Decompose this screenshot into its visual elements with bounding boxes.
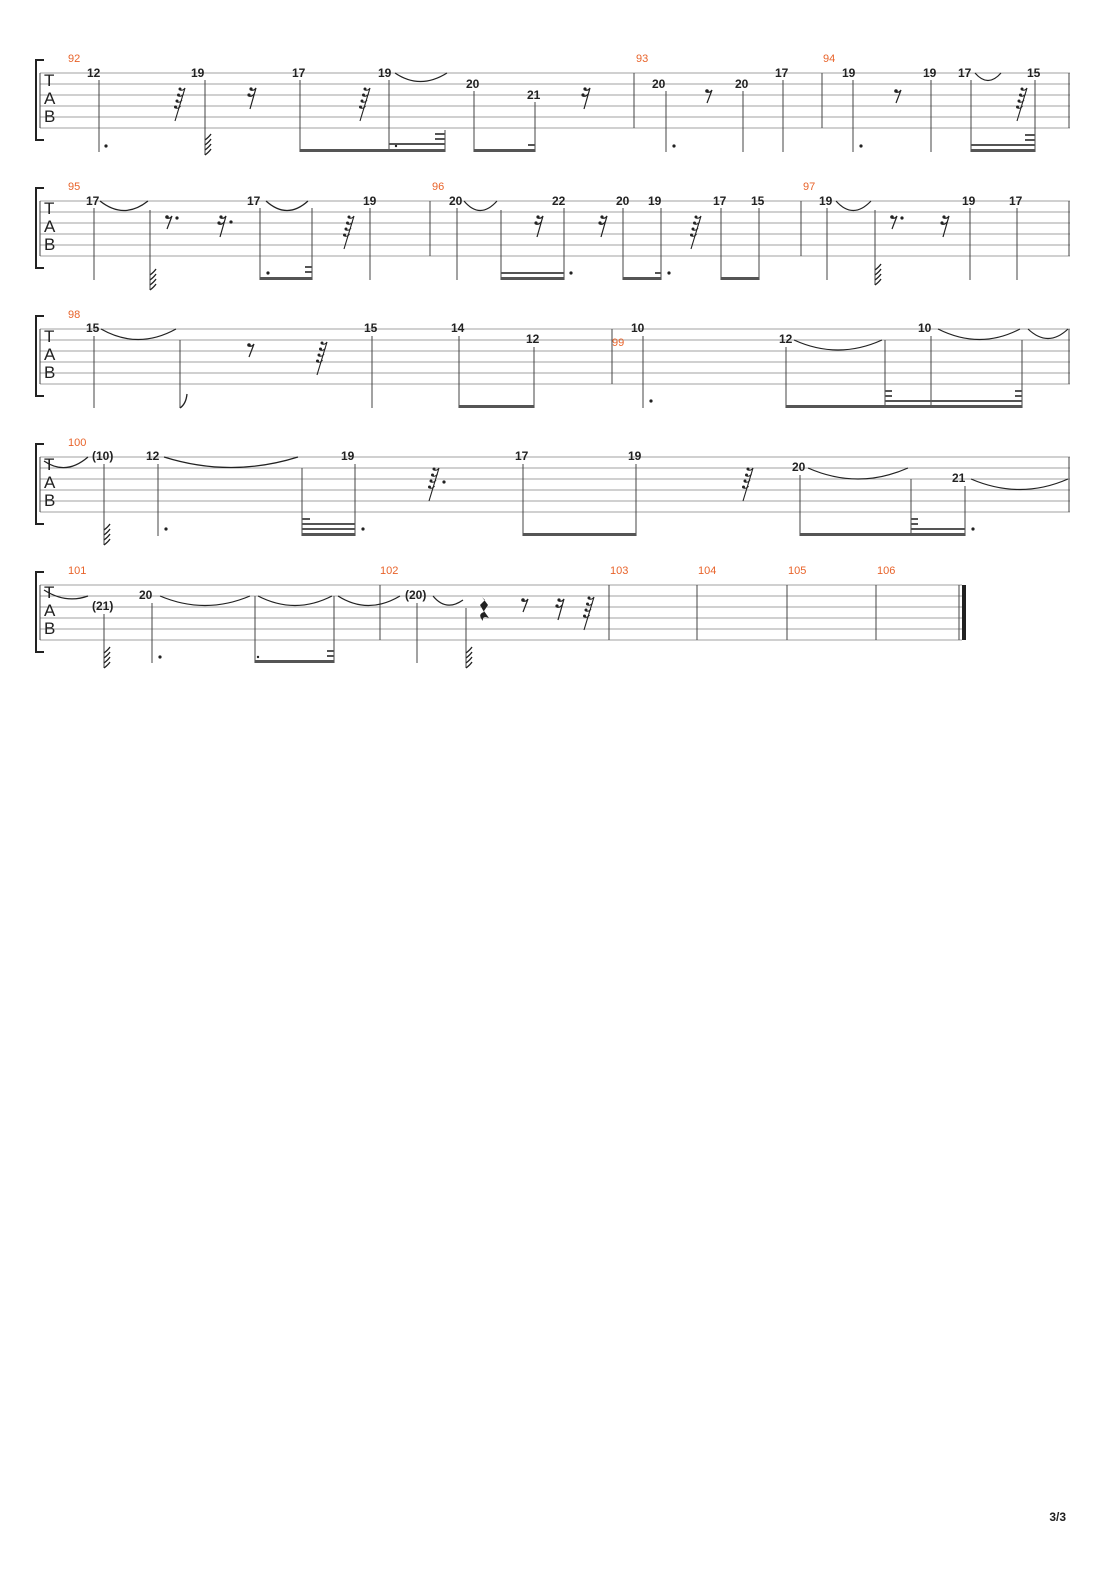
system-3 xyxy=(36,309,1070,408)
rest-32nd xyxy=(1016,88,1027,122)
measure-number: 103 xyxy=(610,565,629,577)
staff-lines xyxy=(40,457,1070,512)
fret-note: 12 xyxy=(146,449,160,463)
rest-32nd xyxy=(428,468,439,502)
fret-note: 17 xyxy=(515,449,529,463)
measure-number: 92 xyxy=(68,53,81,65)
rest-32nd xyxy=(316,342,327,376)
measure-number: 93 xyxy=(636,53,649,65)
fret-note: (20) xyxy=(405,588,427,602)
tab-clef-t: T xyxy=(44,199,55,218)
fret-note: 19 xyxy=(628,449,642,463)
fret-note: 20 xyxy=(792,460,806,474)
fret-note: 21 xyxy=(952,471,966,485)
tab-clef-b: B xyxy=(44,491,56,510)
rest-8th xyxy=(521,598,528,612)
tab-clef-t: T xyxy=(44,583,55,602)
tab-clef-b: B xyxy=(44,107,56,126)
rest-quarter xyxy=(480,597,489,621)
fret-note: 19 xyxy=(363,194,377,208)
fret-note: 17 xyxy=(292,66,306,80)
dots xyxy=(266,271,670,274)
fret-note: 17 xyxy=(86,194,100,208)
ties xyxy=(44,457,1068,490)
beams xyxy=(459,390,1022,408)
rest-32nd xyxy=(690,216,701,250)
tab-clef-b: B xyxy=(44,235,56,254)
fret-note: 19 xyxy=(341,449,355,463)
tab-clef-b: B xyxy=(44,363,56,382)
dots xyxy=(649,399,652,402)
tab-clef-t: T xyxy=(44,71,55,90)
flag xyxy=(150,269,156,290)
final-barline xyxy=(962,585,966,640)
fret-note: 20 xyxy=(652,77,666,91)
note-stems xyxy=(94,336,1022,408)
fret-note: 12 xyxy=(779,332,793,346)
tab-clef-b: B xyxy=(44,619,56,638)
beams xyxy=(260,266,759,280)
rest-32nd xyxy=(343,216,354,250)
page-number: 3/3 xyxy=(1049,1510,1066,1524)
beams xyxy=(255,650,334,663)
fret-note: (21) xyxy=(92,599,114,613)
system-4 xyxy=(36,437,1070,545)
fret-note: 12 xyxy=(526,332,540,346)
rest-32nd xyxy=(174,88,185,122)
tab-clef-t: T xyxy=(44,455,55,474)
measure-number: 106 xyxy=(877,565,896,577)
ties xyxy=(395,73,1001,82)
tab-clef-a: A xyxy=(44,473,56,492)
measure-number: 104 xyxy=(698,565,717,577)
beams xyxy=(300,133,1035,152)
measure-number: 101 xyxy=(68,565,87,577)
rest-32nd xyxy=(583,597,594,631)
fret-note: 17 xyxy=(1009,194,1023,208)
measure-number: 102 xyxy=(380,565,399,577)
measure-number: 105 xyxy=(788,565,807,577)
staff-lines xyxy=(40,585,962,640)
fret-note: 19 xyxy=(819,194,833,208)
system-1 xyxy=(36,53,1070,155)
rest-8th xyxy=(894,89,901,103)
measure-number: 96 xyxy=(432,181,445,193)
fret-note: 20 xyxy=(616,194,630,208)
staff-lines xyxy=(40,73,1070,128)
staff-lines xyxy=(40,329,1070,384)
tab-clef-t: T xyxy=(44,327,55,346)
rest-8th xyxy=(247,343,254,357)
fret-note: 19 xyxy=(378,66,392,80)
fret-note: 20 xyxy=(139,588,153,602)
fret-note: 10 xyxy=(918,321,932,335)
flag xyxy=(104,647,110,668)
fret-note: 19 xyxy=(648,194,662,208)
fret-note: 19 xyxy=(923,66,937,80)
fret-note: 15 xyxy=(751,194,765,208)
rest-8th xyxy=(705,89,712,103)
rest-32nd xyxy=(359,88,370,122)
fret-note: 20 xyxy=(449,194,463,208)
fret-note: 21 xyxy=(527,88,541,102)
fret-note: 20 xyxy=(466,77,480,91)
dots xyxy=(158,655,259,658)
fret-note: 22 xyxy=(552,194,566,208)
rest-8th xyxy=(165,215,172,229)
fret-note: 14 xyxy=(451,321,465,335)
tab-clef-a: A xyxy=(44,601,56,620)
flag xyxy=(180,394,187,408)
tab-clef-a: A xyxy=(44,217,56,236)
beams xyxy=(302,518,965,536)
fret-note: 19 xyxy=(191,66,205,80)
flag xyxy=(875,264,881,285)
fret-note: 15 xyxy=(86,321,100,335)
fret-note: 19 xyxy=(962,194,976,208)
measure-number: 98 xyxy=(68,309,81,321)
fret-note: 15 xyxy=(1027,66,1041,80)
fret-note: 15 xyxy=(364,321,378,335)
system-5 xyxy=(36,565,966,668)
rest-8th xyxy=(890,215,897,229)
measure-number: 100 xyxy=(68,437,87,449)
fret-note: 12 xyxy=(87,66,101,80)
dots xyxy=(104,144,862,147)
fret-note: 17 xyxy=(958,66,972,80)
fret-note: 17 xyxy=(775,66,789,80)
fret-note: (10) xyxy=(92,449,114,463)
dots xyxy=(164,527,974,530)
fret-note: 20 xyxy=(735,77,749,91)
measure-number: 94 xyxy=(823,53,836,65)
fret-note: 17 xyxy=(713,194,727,208)
flag xyxy=(104,524,110,545)
flag xyxy=(466,647,472,668)
staff-lines xyxy=(40,201,1070,256)
tab-clef-a: A xyxy=(44,345,56,364)
system-2 xyxy=(36,181,1070,290)
flag xyxy=(205,134,211,155)
note-stems xyxy=(104,464,965,545)
rest-32nd xyxy=(742,468,753,502)
measure-number: 95 xyxy=(68,181,81,193)
fret-note: 17 xyxy=(247,194,261,208)
measure-number: 97 xyxy=(803,181,816,193)
fret-note: 10 xyxy=(631,321,645,335)
fret-note: 19 xyxy=(842,66,856,80)
tab-clef-a: A xyxy=(44,89,56,108)
rest-16th xyxy=(555,598,564,620)
measure-number: 99 xyxy=(612,337,625,349)
